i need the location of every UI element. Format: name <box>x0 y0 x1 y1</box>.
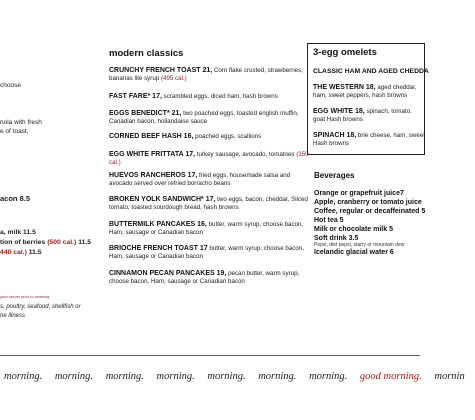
beverages-section <box>314 171 424 257</box>
mc-item-6 <box>109 196 309 212</box>
mc-item-1 <box>109 93 309 101</box>
mc-item-9-desc: pecan butter, warm syrup, choose bacon, Ham, sausage or Canadian bacon <box>109 270 300 286</box>
mc-item-1-name: FAST FARE* 17, <box>109 93 162 100</box>
left-fruit-price: 11.5 <box>78 239 92 246</box>
left-cal-line-cal: 440 cal.) <box>0 249 27 256</box>
beverage-item: Milk or chocolate milk 5 <box>314 226 393 233</box>
left-line-3: e of toast, <box>0 128 29 135</box>
mc-item-2-name: EGGS BENEDICT* 21, <box>109 110 182 117</box>
modern-classics-section <box>109 48 309 286</box>
beverage-item: Apple, cranberry or tomato juice <box>314 199 422 206</box>
mc-item-5-name: HUEVOS RANCHEROS 17, <box>109 172 198 179</box>
om-item-3-desc: brie cheese, ham, sweet Hash browns <box>313 132 425 148</box>
beverage-item-water: Icelandic glacial water 6 <box>314 249 394 256</box>
om-item-1-name: THE WESTERN 18, <box>313 84 376 91</box>
om-item-1-desc: aged cheddar, ham, sweet peppers, hash browns <box>313 84 417 100</box>
footer-rule <box>0 355 420 356</box>
left-fruit-text: tion of berries <box>0 239 46 246</box>
omelets-heading: 3-egg omelets <box>313 47 377 58</box>
omelets-section <box>307 43 429 155</box>
left-line-2: nola with fresh <box>0 119 42 126</box>
footer-word: morning. <box>258 371 297 382</box>
beverage-item: Coffee, regular or decaffeinated 5 <box>314 208 426 215</box>
mc-item-5 <box>109 172 309 188</box>
beverage-item: Soft drink 3.5 <box>314 235 359 242</box>
mc-item-0-name: CRUNCHY FRENCH TOAST 21, <box>109 67 213 74</box>
beverage-item: Hot tea 5 <box>314 217 344 224</box>
mc-item-7-desc: butter, warm syrup, choose bacon, Ham, sausage or Canadian bacon <box>109 221 304 237</box>
footer-word: morning. <box>105 371 144 382</box>
mc-item-3 <box>109 133 309 141</box>
left-allergy-1: s, poultry, seafood, shellfish or <box>0 304 81 310</box>
modern-classics-heading: modern classics <box>109 48 184 59</box>
soft-drink-options: Pepsi, diet pepsi, starry or mountain dew <box>314 242 405 248</box>
mc-item-4-cal: (350 cal.) <box>109 151 309 167</box>
om-item-0 <box>313 68 429 76</box>
mc-item-6-name: BROKEN YOLK SANDWICH* 17, <box>109 196 216 203</box>
om-item-2 <box>313 108 425 124</box>
mc-item-5-desc: fried eggs, housemade salsa and avocado served over refried borracho beans <box>109 172 291 188</box>
mc-item-3-desc: poached eggs, scallions <box>193 133 262 140</box>
mc-item-0-cal: (495 cal.) <box>160 75 187 83</box>
left-cal-line <box>0 248 42 257</box>
left-milk-line: a, milk 11.5 <box>0 229 36 236</box>
beverages-heading: Beverages <box>314 171 355 180</box>
mc-item-6-desc: two eggs, bacon, cheddar, Sliced tomato, toasted sourdough bread, hash browns <box>109 196 308 212</box>
left-allergy-2: ne illness <box>0 313 26 319</box>
om-item-2-desc: spinach, tomato, goat Hash browns <box>313 108 412 124</box>
footer-word-last: mornin <box>434 371 465 382</box>
footer-word: morning. <box>309 371 348 382</box>
om-item-3 <box>313 132 425 148</box>
mc-item-9-name: CINNAMON PECAN PANCAKES 19, <box>109 270 227 277</box>
left-bacon-item: acon 8.5 <box>0 194 31 203</box>
mc-item-0-desc: Corn flake crusted, strawberries, bananas lite syrup <box>109 67 303 83</box>
footer-word: morning. <box>207 371 246 382</box>
mc-item-1-desc: scrambled eggs, diced ham, hash browns <box>161 93 278 100</box>
footer-word: morning. <box>54 371 94 382</box>
mc-item-2 <box>109 110 309 126</box>
left-line-1: choose <box>0 82 21 89</box>
left-fruit-cal: (500 cal.) <box>47 239 77 246</box>
mc-item-8 <box>109 245 309 261</box>
om-item-3-name: SPINACH 18, <box>313 132 357 139</box>
mc-item-7 <box>109 221 309 237</box>
footer-word: morning. <box>4 371 43 382</box>
footer-good-morning: good morning. <box>359 371 422 382</box>
footer-morning-strip <box>4 371 475 382</box>
mc-item-8-name: BRIOCHE FRENCH TOAST 17 <box>109 245 208 252</box>
left-fruit-line <box>0 238 91 247</box>
mc-item-8-desc: butter, warm syrup, choose bacon, Ham, sausage or Canadian bacon <box>109 245 304 261</box>
mc-item-2-desc: two poached eggs, toasted english muffin, Canadian bacon, hollandaise sauce <box>109 110 299 126</box>
mc-item-9 <box>109 270 309 286</box>
left-server-note: your server prior to ordering <box>0 294 50 299</box>
om-item-0-name: CLASSIC HAM AND AGED CHEDDA <box>313 68 429 75</box>
mc-item-4-desc: turkey sausage, avocado, tomatoes <box>195 151 297 158</box>
left-cal-line-price: 11.5 <box>28 249 42 256</box>
mc-item-0 <box>109 67 309 83</box>
om-item-2-name: EGG WHITE 18, <box>313 108 365 115</box>
mc-item-3-name: CORNED BEEF HASH 16, <box>109 133 194 140</box>
mc-item-7-name: BUTTERMILK PANCAKES 16, <box>109 221 207 228</box>
mc-item-4-name: EGG WHITE FRITTATA 17, <box>109 151 196 158</box>
mc-item-4 <box>109 151 309 167</box>
footer-word: morning. <box>156 371 195 382</box>
om-item-1 <box>313 84 425 100</box>
beverage-item: Orange or grapefruit juice7 <box>314 190 404 197</box>
